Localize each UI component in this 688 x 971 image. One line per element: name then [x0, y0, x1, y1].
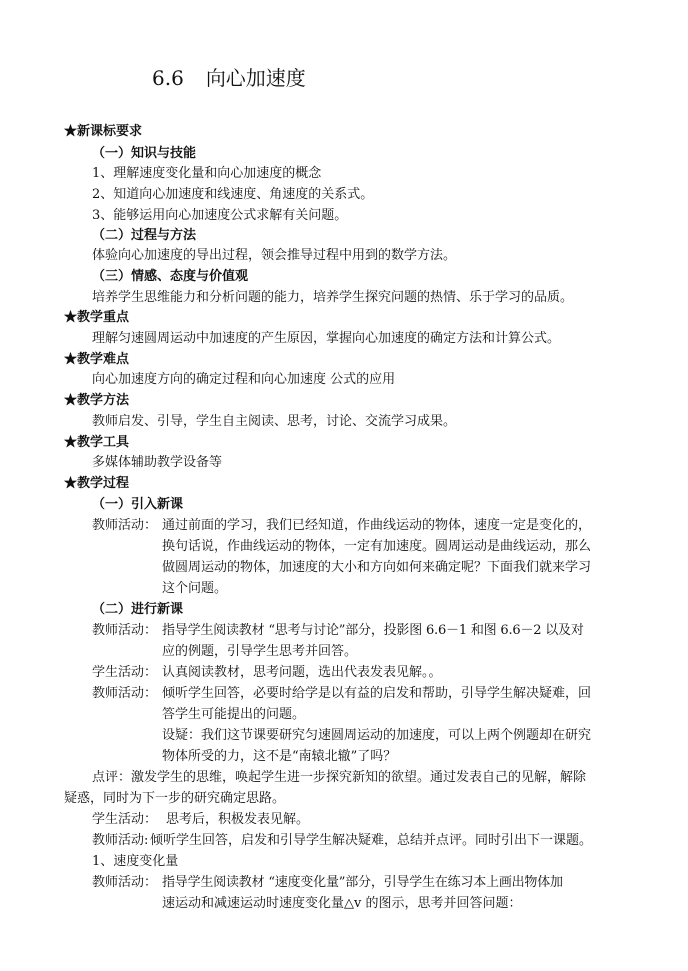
- difficulty-text: 向心加速度方向的确定过程和向心加速度 公式的应用: [92, 372, 396, 387]
- subheading-process: （二）过程与方法: [92, 228, 197, 243]
- heading-key-point: ★教学重点: [64, 310, 130, 325]
- guidance-line-1: 倾听学生回答，必要时给学是以有益的启发和帮助，引导学生解决疑难，回: [162, 686, 592, 701]
- comment-line-1: 点评：激发学生的思维，唤起学生进一步探究新知的欲望。通过发表自己的见解，解除: [92, 770, 587, 785]
- subheading-emotion: （三）情感、态度与价值观: [92, 269, 249, 284]
- intro-line-3: 做圆周运动的物体，加速度的大小和方向如何来确定呢？下面我们就来学习: [162, 560, 592, 575]
- key-point-text: 理解匀速圆周运动中加速度的产生原因，掌握向心加速度的确定方法和计算公式。: [92, 331, 561, 346]
- comment-line-2: 疑惑，同时为下一步的研究确定思路。: [64, 791, 286, 806]
- teacher-activity-text: 倾听学生回答，启发和引导学生解决疑难，总结并点评。同时引出下一课题。: [150, 833, 593, 848]
- guidance-line-2: 答学生可能提出的问题。: [162, 707, 306, 722]
- teacher-activity-label: 教师活动:: [92, 833, 149, 848]
- heading-difficulty: ★教学难点: [64, 352, 130, 367]
- teacher-activity-label: 教师活动：: [92, 518, 158, 533]
- section-number: 6.6: [152, 66, 184, 90]
- student-activity-text: 思考后，积极发表见解。: [166, 812, 310, 827]
- process-text: 体验向心加速度的导出过程，领会推导过程中用到的数学方法。: [92, 248, 457, 263]
- question-line-2: 物体所受的力，这不是“南辕北辙”了吗？: [162, 749, 397, 764]
- method-text: 教师启发、引导，学生自主阅读、思考，讨论、交流学习成果。: [92, 414, 457, 429]
- page-title: [152, 64, 306, 92]
- teacher-activity-label: 教师活动：: [92, 875, 158, 890]
- tools-text: 多媒体辅助教学设备等: [92, 455, 223, 470]
- velocity-line-1: 指导学生阅读教材 “速度变化量”部分，引导学生在练习本上画出物体加: [162, 875, 563, 890]
- student-activity-text: 认真阅读教材，思考问题，选出代表发表见解。。: [162, 665, 442, 680]
- new-lesson-line-1: 指导学生阅读教材 “思考与讨论”部分，投影图 6.6－1 和图 6.6－2 以及对: [162, 623, 584, 638]
- title-text: 向心加速度: [205, 66, 306, 90]
- student-activity-label: 学生活动：: [92, 812, 158, 827]
- subheading-new-lesson: （二）进行新课: [92, 602, 184, 617]
- heading-new-standard: ★新课标要求: [64, 124, 143, 139]
- intro-line-2: 换句话说，作曲线运动的物体，一定有加速度。圆周运动是曲线运动，那么: [162, 539, 592, 554]
- question-line-1: 设疑：我们这节课要研究匀速圆周运动的加速度，可以上两个例题却在研究: [162, 728, 592, 743]
- emotion-text: 培养学生思维能力和分析问题的能力，培养学生探究问题的热情、乐于学习的品质。: [92, 290, 574, 305]
- subheading-knowledge: （一）知识与技能: [92, 146, 197, 161]
- section-velocity-change: 1、速度变化量: [92, 854, 179, 869]
- new-lesson-line-2: 应的例题，引导学生思考并回答。: [162, 644, 358, 659]
- teacher-activity-label: 教师活动：: [92, 623, 158, 638]
- teacher-activity-label: 教师活动：: [92, 686, 158, 701]
- heading-procedure: ★教学过程: [64, 476, 130, 491]
- velocity-line-2: 速运动和减速运动时速度变化量△v 的图示，思考并回答问题：: [162, 896, 522, 911]
- knowledge-item-3: 3、能够运用向心加速度公式求解有关问题。: [92, 208, 348, 223]
- student-activity-label: 学生活动：: [92, 665, 158, 680]
- subheading-intro: （一）引入新课: [92, 497, 184, 512]
- knowledge-item-1: 1、理解速度变化量和向心加速度的概念: [92, 166, 322, 181]
- heading-method: ★教学方法: [64, 393, 130, 408]
- heading-tools: ★教学工具: [64, 435, 130, 450]
- intro-line-4: 这个问题。: [162, 581, 228, 596]
- intro-line-1: 通过前面的学习，我们已经知道，作曲线运动的物体，速度一定是变化的，: [162, 518, 592, 533]
- knowledge-item-2: 2、知道向心加速度和线速度、角速度的关系式。: [92, 187, 374, 202]
